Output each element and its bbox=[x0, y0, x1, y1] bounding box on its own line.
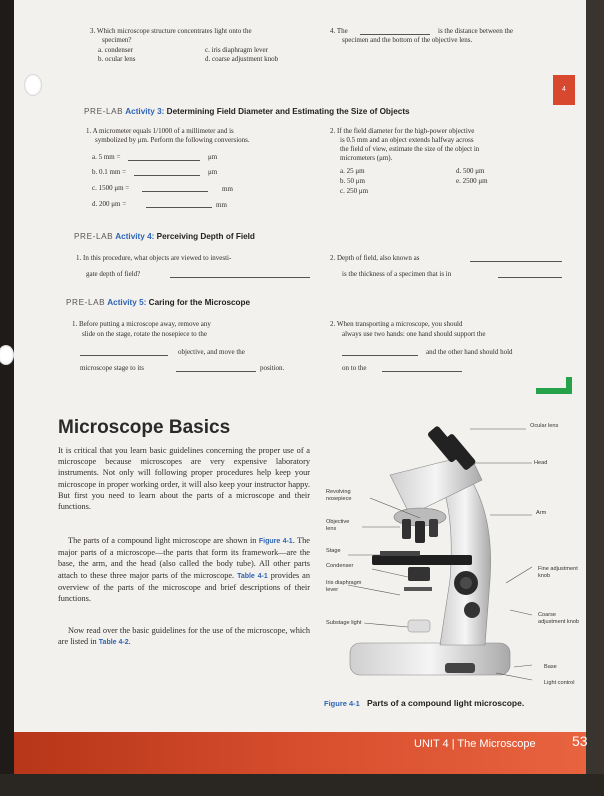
chapter-tab-number: 4 bbox=[562, 86, 566, 93]
act5-q2-3: and the other hand should hold bbox=[426, 348, 513, 356]
figure-reference-link[interactable]: Figure 4-1 bbox=[258, 538, 293, 545]
activity-title: Perceiving Depth of Field bbox=[156, 232, 255, 241]
q3-option-c: c. iris diaphragm lever bbox=[205, 46, 268, 54]
p2-text: The parts of a compound light microscope are shown in bbox=[68, 536, 257, 545]
act5-q2-4: on to the bbox=[342, 364, 367, 372]
act3-q1-2: symbolized by μm. Perform the following conversions. bbox=[95, 136, 250, 144]
act3-q2: 2. If the field diameter for the high-power objective bbox=[330, 127, 475, 135]
background-left bbox=[0, 0, 14, 796]
q3-option-a: a. condenser bbox=[98, 46, 133, 54]
act5-q1-blank-2[interactable] bbox=[176, 364, 256, 372]
background-right bbox=[586, 0, 604, 796]
q4-text-2: specimen and the bottom of the objective lens. bbox=[342, 36, 473, 44]
q3-text-2: specimen? bbox=[102, 36, 132, 44]
act3-a-blank[interactable] bbox=[128, 153, 200, 161]
act3-q2-4: micrometers (μm). bbox=[340, 154, 393, 162]
figure-leader-lines bbox=[300, 405, 586, 695]
act4-q2-blank-2[interactable] bbox=[498, 270, 562, 278]
prelab-label: PRE-LAB bbox=[74, 232, 114, 241]
label-stage: Stage bbox=[326, 548, 341, 554]
q3-text: 3. Which microscope structure concentrates light onto the bbox=[90, 27, 252, 35]
page-number: 53 bbox=[572, 733, 588, 749]
activity-label: Activity 5: bbox=[107, 298, 147, 307]
act3-d-blank[interactable] bbox=[146, 200, 212, 208]
act5-q1-2: slide on the stage, rotate the nosepiece to the bbox=[82, 330, 207, 338]
paragraph-1: It is critical that you learn basic guidelines concerning the proper use of a microscope because microscopes are very expensive laboratory instruments. Not only will following proper procedures help keep your microscope in proper working order, it will also keep your instructor happy. But first you need to learn about the parts of a microscope and their functions. bbox=[58, 446, 310, 512]
activity-label: Activity 3: bbox=[125, 107, 165, 116]
q4-answer-blank[interactable] bbox=[360, 27, 430, 35]
paragraph-3 bbox=[58, 625, 310, 648]
act3-q2-c: c. 250 μm bbox=[340, 187, 369, 195]
act3-q2-e: e. 2500 μm bbox=[456, 177, 488, 185]
activity-3-heading bbox=[84, 107, 410, 116]
act3-q1-b: b. 0.1 mm = bbox=[92, 168, 127, 176]
activity-label: Activity 4: bbox=[115, 232, 155, 241]
figure-caption bbox=[324, 698, 524, 708]
act3-b-blank[interactable] bbox=[134, 168, 200, 176]
act3-q1: 1. A micrometer equals 1/1000 of a millimeter and is bbox=[86, 127, 234, 135]
act4-q2: 2. Depth of field, also known as bbox=[330, 254, 420, 262]
label-head: Head bbox=[534, 460, 548, 466]
activity-4-heading bbox=[74, 232, 255, 241]
chapter-tab bbox=[553, 75, 575, 105]
label-base: Base bbox=[544, 664, 557, 670]
unit-label: mm bbox=[216, 201, 227, 209]
p3-text: Now read over the basic guidelines for the use of the microscope, which are listed in bbox=[58, 626, 310, 647]
act5-q1-blank-1[interactable] bbox=[80, 348, 168, 356]
q4-text: is the distance between the bbox=[438, 27, 514, 35]
act5-q2: 2. When transporting a microscope, you should bbox=[330, 320, 463, 328]
act5-q2-blank-2[interactable] bbox=[382, 364, 462, 372]
label-condenser: Condenser bbox=[326, 563, 354, 569]
activity-title: Caring for the Microscope bbox=[148, 298, 251, 307]
act3-q2-3: the field of view, estimate the size of the object in bbox=[340, 145, 480, 153]
label-revolving-nosepiece: Revolving nosepiece bbox=[326, 489, 352, 502]
table-reference-link[interactable]: Table 4-1 bbox=[237, 572, 268, 580]
unit-label: μm bbox=[208, 168, 218, 176]
label-coarse-adjustment-knob: Coarse adjustment knob bbox=[538, 612, 580, 625]
activity-title: Determining Field Diameter and Estimating the Size of Objects bbox=[166, 107, 410, 116]
act3-q2-d: d. 500 μm bbox=[456, 167, 485, 175]
unit-label: μm bbox=[208, 153, 218, 161]
act4-q2-2: is the thickness of a specimen that is in bbox=[342, 270, 452, 278]
q3-option-d: d. coarse adjustment knob bbox=[205, 55, 279, 63]
act3-q2-b: b. 50 μm bbox=[340, 177, 365, 185]
p2-text: provides an overview of the parts of the microscope and brief descriptions of their functions. bbox=[58, 570, 311, 604]
label-substage-light: Substage light bbox=[326, 620, 362, 626]
label-fine-adjustment-knob: Fine adjustment knob bbox=[538, 566, 578, 579]
label-ocular-lens: Ocular lens bbox=[530, 423, 559, 429]
prelab-label: PRE-LAB bbox=[66, 298, 106, 307]
green-marker bbox=[566, 377, 572, 394]
paragraph-2 bbox=[58, 535, 310, 604]
section-title: Microscope Basics bbox=[58, 417, 231, 438]
act3-q1-c: c. 1500 μm = bbox=[92, 184, 130, 192]
act4-q2-blank-1[interactable] bbox=[470, 254, 562, 262]
act4-q1-blank[interactable] bbox=[170, 270, 310, 278]
figure-number: Figure 4-1 bbox=[324, 699, 360, 708]
footer-unit: UNIT 4 | The Microscope bbox=[414, 738, 536, 750]
unit-label: mm bbox=[222, 185, 233, 193]
act5-q1-4: microscope stage to its bbox=[80, 364, 144, 372]
act5-q2-blank-1[interactable] bbox=[342, 348, 418, 356]
label-light-control: Light control bbox=[544, 680, 575, 686]
p2-text: . The major parts of a microscope—the parts that form its framework—are the base, the arm, and the head (also called the body tube). All other parts attach to these three major parts of the microscope. bbox=[58, 536, 310, 580]
act5-q1-3: objective, and move the bbox=[178, 348, 245, 356]
q3-option-b: b. ocular lens bbox=[98, 55, 136, 63]
act3-q1-a: a. 5 mm = bbox=[92, 153, 121, 161]
act5-q1: 1. Before putting a microscope away, remove any bbox=[72, 320, 211, 328]
figure-caption-text: Parts of a compound light microscope. bbox=[366, 698, 525, 708]
label-arm: Arm bbox=[536, 510, 547, 516]
label-objective-lens: Objective lens bbox=[326, 519, 350, 532]
act3-q2-a: a. 25 μm bbox=[340, 167, 365, 175]
act3-q2-2: is 0.5 mm and an object extends halfway across bbox=[340, 136, 474, 144]
act5-q2-2: always use two hands: one hand should support the bbox=[342, 330, 486, 338]
act4-q1-2: gate depth of field? bbox=[86, 270, 141, 278]
act4-q1: 1. In this procedure, what objects are viewed to investi- bbox=[76, 254, 232, 262]
q4-number: 4. The bbox=[330, 27, 348, 35]
table-reference-link[interactable]: Table 4-2 bbox=[98, 639, 129, 647]
act3-c-blank[interactable] bbox=[142, 184, 208, 192]
activity-5-heading bbox=[66, 298, 250, 307]
p3-text: . bbox=[128, 637, 131, 647]
binder-hole-icon bbox=[24, 74, 42, 96]
act3-q1-d: d. 200 μm = bbox=[92, 200, 127, 208]
background-bottom bbox=[0, 774, 604, 796]
label-iris-diaphragm-lever: Iris diaphragm lever bbox=[326, 580, 362, 593]
act5-q1-4b: position. bbox=[260, 364, 285, 372]
prelab-label: PRE-LAB bbox=[84, 107, 124, 116]
